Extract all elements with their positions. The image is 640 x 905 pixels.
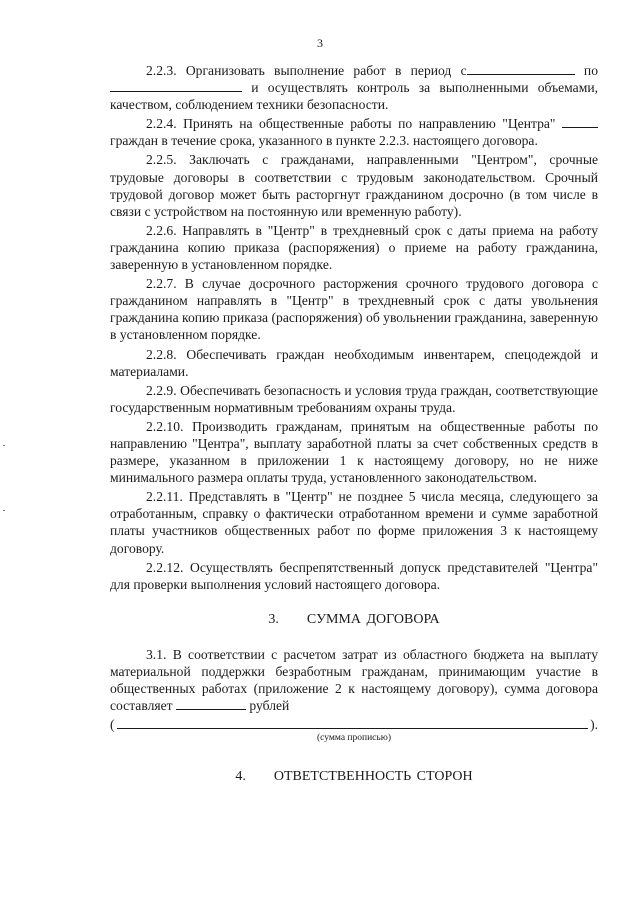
section-3-heading: 3. СУММА ДОГОВОРА — [268, 611, 440, 627]
document-body — [110, 62, 598, 803]
clause-3-1: 3.1. В соответствии с расчетом затрат из областного бюджета на выплату материальной поддержки безработным гражданам, принимающим участие в общественных работах (приложение 2 к настоящему договору), сумма договора составляет рублей — [110, 646, 598, 714]
date-to-blank[interactable] — [110, 79, 242, 92]
clause-2-2-11: 2.2.11. Представлять в "Центр" не позднее 5 числа месяца, следующего за отработанным, справку о фактически отработанном времени и сумме заработной платы участников общественных работ по форме приложения 3 к настоящему договору. — [110, 489, 598, 556]
clause-2-2-5: 2.2.5. Заключать с гражданами, направленными "Центром", срочные трудовые договоры в соответствии с трудовым законодательством. Срочный трудовой договор может быть расторгнут гражданином досрочно (в том числе в связи с устройством на постоянную или временную работу). — [110, 152, 598, 219]
sum-amount-blank[interactable] — [176, 697, 246, 710]
section-4-heading: 4. ОТВЕТСТВЕННОСТЬ СТОРОН — [235, 769, 473, 785]
margin-mark — [3, 510, 5, 511]
clause-2-2-7: 2.2.7. В случае досрочного расторжения срочного трудового договора с гражданином направлять в "Центр" в трехдневный срок с даты увольнения гражданина копию приказа (распоряжения) об увольнении гражданина, заверенную в установленном порядке. — [110, 276, 598, 343]
clause-2-2-4: 2.2.4. Принять на общественные работы по направлению "Центра" граждан в течение срока, указанного в пункте 2.2.3. настоящего договора. — [110, 115, 598, 149]
sum-in-words-line: ( ). — [110, 717, 598, 733]
margin-mark — [3, 445, 5, 446]
page-number: 3 — [317, 36, 323, 50]
clause-2-2-12: 2.2.12. Осуществлять беспрепятственный допуск представителей "Центра" для проверки выполнения условий настоящего договора. — [110, 559, 598, 592]
clause-2-2-8: 2.2.8. Обеспечивать граждан необходимым инвентарем, спецодеждой и материалами. — [110, 346, 598, 379]
date-from-blank[interactable] — [467, 62, 575, 75]
sum-in-words-blank[interactable] — [117, 716, 589, 729]
clause-2-2-9: 2.2.9. Обеспечивать безопасность и условия труда граждан, соответствующие государственным нормативным требованиям охраны труда. — [110, 382, 598, 415]
clause-2-2-10: 2.2.10. Производить гражданам, принятым на общественные работы по направлению "Центра", выплату заработной платы за счет собственных средств в размере, указанном в приложении 1 к настоящему договору, но не ниже минимального размера оплаты труда, установленного законодательством. — [110, 418, 598, 486]
clause-2-2-3: 2.2.3. Организовать выполнение работ в период с по и осуществлять контроль за выполненными объемами, качеством, соблюдением техники безопасности. — [110, 63, 598, 113]
clause-2-2-6: 2.2.6. Направлять в "Центр" в трехдневный срок с даты приема на работу гражданина копию приказа (распоряжения) о приеме на работу гражданина, заверенную в установленном порядке. — [110, 222, 598, 273]
sum-in-words-caption: (сумма прописью) — [317, 733, 391, 744]
citizens-count-blank[interactable] — [562, 115, 598, 128]
